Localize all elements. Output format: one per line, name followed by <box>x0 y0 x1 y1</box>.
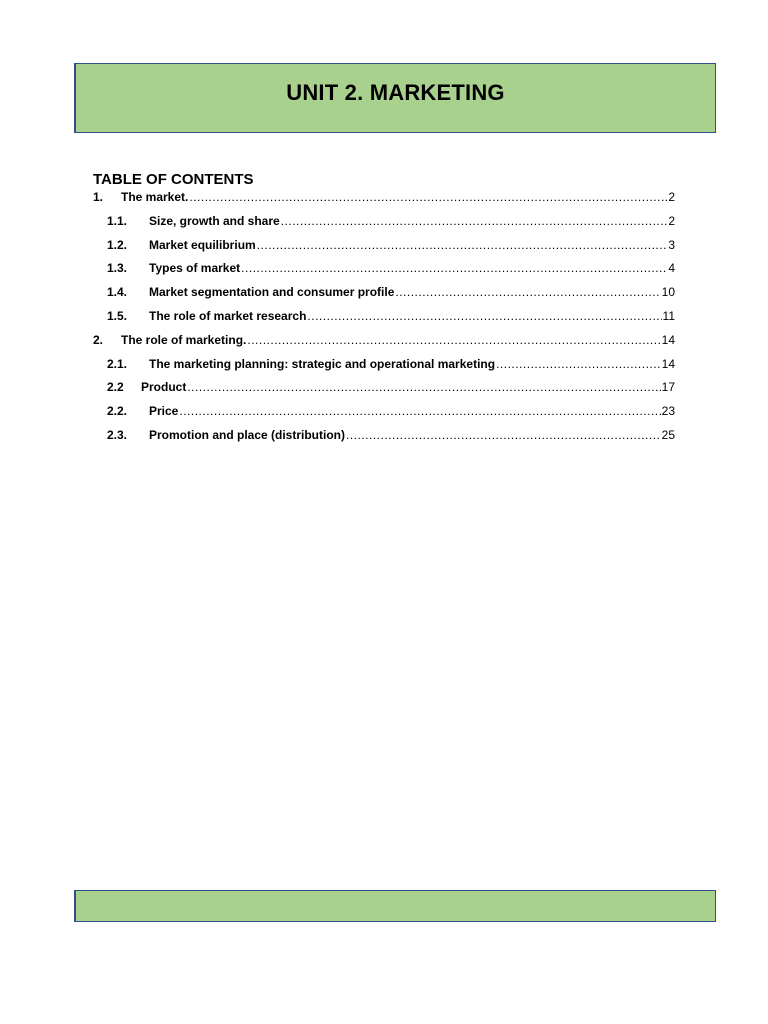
unit-title: UNIT 2. MARKETING <box>286 80 505 105</box>
toc-entry[interactable] <box>93 380 675 404</box>
toc-entry-title: Price <box>149 404 179 419</box>
toc-entry[interactable] <box>93 214 675 238</box>
unit-header-banner <box>74 63 716 133</box>
toc-entry-number: 1. <box>93 190 104 204</box>
toc-entry-number: 2. <box>93 332 104 347</box>
toc-entry-number: 1.2. <box>107 237 128 252</box>
toc-heading: TABLE OF CONTENTS <box>93 171 254 188</box>
toc-entry-number: 2.3. <box>107 427 128 442</box>
toc-leader-dots <box>281 214 668 228</box>
toc-entry-title: Promotion and place (distribution) <box>149 427 345 442</box>
toc-entry-title: The marketing planning: strategic and operational marketing <box>149 356 496 371</box>
toc-leader-dots <box>257 238 668 252</box>
toc-entry-number: 2.2 <box>107 380 124 395</box>
toc-leader-dots <box>346 428 661 442</box>
toc-entry-page: 23 <box>661 404 675 419</box>
toc-entry[interactable] <box>93 238 675 262</box>
toc-entry-title: The role of market research <box>149 308 307 323</box>
toc-entry-page: 10 <box>661 285 675 300</box>
toc-entry-title: Product <box>141 380 187 395</box>
toc-entry[interactable] <box>93 261 675 285</box>
toc-entry-page: 17 <box>661 380 675 395</box>
toc-leader-dots <box>241 261 667 275</box>
table-of-contents <box>93 190 675 452</box>
toc-leader-dots <box>395 285 660 299</box>
toc-entry-page: 25 <box>661 427 675 442</box>
toc-leader-dots <box>247 333 660 347</box>
toc-entry-page: 14 <box>661 332 675 347</box>
toc-entry-number: 1.3. <box>107 261 128 276</box>
toc-entry-page: 11 <box>662 308 675 323</box>
toc-entry-number: 1.4. <box>107 285 128 300</box>
toc-leader-dots <box>187 380 660 394</box>
toc-entry-title: The role of marketing. <box>121 332 247 347</box>
toc-entry-page: 2 <box>668 213 675 228</box>
toc-entry-title: Market equilibrium <box>149 237 256 252</box>
toc-entry-page: 3 <box>668 237 675 252</box>
toc-entry-title: The market. <box>121 190 189 204</box>
toc-leader-dots <box>307 309 661 323</box>
toc-entry-page: 14 <box>661 356 675 371</box>
footer-banner <box>74 890 716 922</box>
toc-entry-title: Market segmentation and consumer profile <box>149 285 395 300</box>
toc-entry-title: Types of market <box>149 261 241 276</box>
toc-entry-page: 4 <box>668 261 675 276</box>
toc-entry-number: 1.1. <box>107 213 128 228</box>
toc-leader-dots <box>189 190 667 204</box>
toc-entry[interactable] <box>93 190 675 214</box>
toc-entry[interactable] <box>93 404 675 428</box>
toc-entry[interactable] <box>93 428 675 452</box>
toc-entry[interactable] <box>93 357 675 381</box>
toc-leader-dots <box>179 404 660 418</box>
toc-entry[interactable] <box>93 333 675 357</box>
toc-entry-number: 1.5. <box>107 308 128 323</box>
toc-entry-page: 2 <box>668 190 675 204</box>
toc-entry-number: 2.1. <box>107 356 128 371</box>
toc-entry[interactable] <box>93 285 675 309</box>
toc-entry-number: 2.2. <box>107 404 128 419</box>
toc-entry[interactable] <box>93 309 675 333</box>
toc-entry-title: Size, growth and share <box>149 213 280 228</box>
toc-leader-dots <box>496 357 661 371</box>
